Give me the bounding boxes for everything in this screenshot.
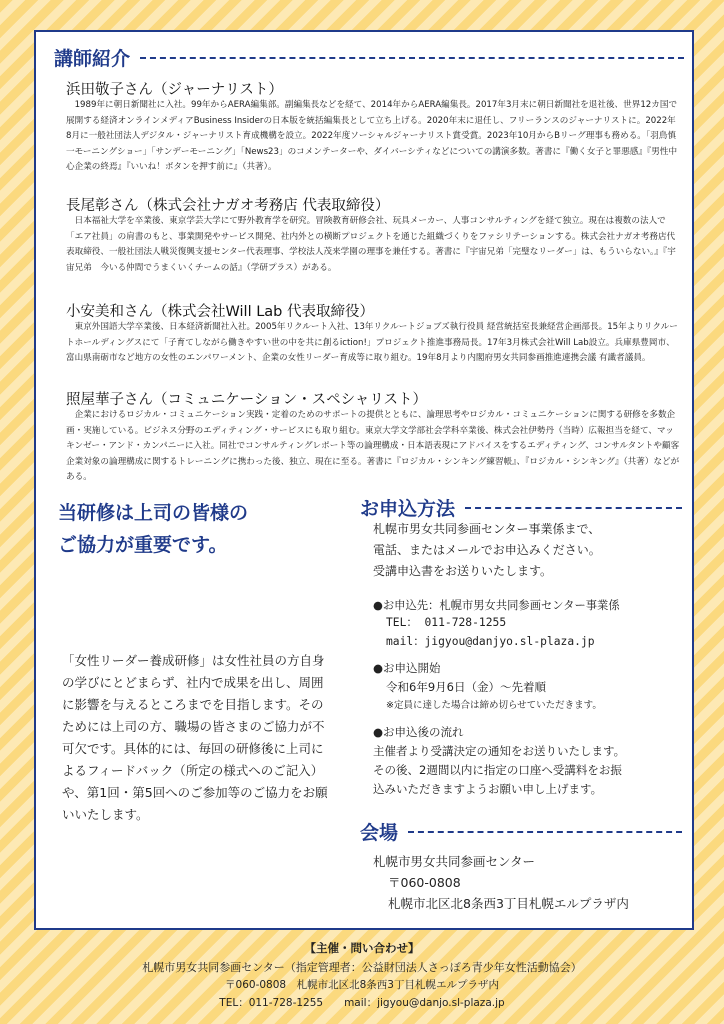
support-title: 当研修は上司の皆様の ご協力が重要です。 xyxy=(58,502,249,556)
lecturer-bio-hamada: 1989年に朝日新聞社に入社。99年からAERA編集部。副編集長などを経て、2014年からAERA編集長。2017年3月末に朝日新聞社を退社後、世界12カ国で展開する経済オンラインメディアBusiness Insiderの日本版を統括編集長として立ち上げる。2020年末に退任し、フリーランスのジャーナリストに。2022年8月に一般社団法人デジタル・ジャーナリスト育成機構を設立。2022年度ソーシャルジャーナリスト賞受賞。2023年10月からBリーグ理事も務める。「羽鳥慎一モーニングショー」「サンデーモーニング」「News23」のコメンテーターや、ダイバーシティなどについての講演多数。著書に『働く女子と罪悪感』『男性中心企業の終焉』『いいね！ボタンを押す前に』（共著）。 xyxy=(66,100,678,172)
lecturers-header xyxy=(54,44,684,71)
lecturer-bio-teruya: 企業におけるロジカル・コミュニケーション実践・定着のためのサポートの提供とともに、論理思考やロジカル・コミュニケーションに関する研修を多数企画・実施している。ビジネス分野のエディティング・サービスにも取り組む。東京大学文学部社会学科卒業後、株式会社伊勢丹（当時）広報担当を経て、マッキンゼー・アンド・カンパニーに入社。同社でコンサルティングレポート等の論理構成・日本語表現にアドバイスをするエディティング、コンサルタントや顧客企業対象の論理構成に関するトレーニングに携わった後、独立、現在に至る。著書に『ロジカル・シンキング練習帳』、『ロジカル・シンキング』（共著）などがある。 xyxy=(66,410,680,482)
lecturer-bio-koyasu: 東京外国語大学卒業後、日本経済新聞社入社。2005年リクルート入社、13年リクルートジョブズ執行役員 経営統括室長兼経営企画部長。15年よりリクルートホールディングスにて「子育てしながら働きやすい世の中を共に創るiction!」プロジェクト推進事務局長。17年3月株式会社Will Lab設立。兵庫県豊岡市、富山県南砺市など地方の女性のエンパワーメント、企業の女性リーダー育成等に取り組む。19年8月より内閣府男女共同参画推進連携会議 有識者議員。 xyxy=(66,322,678,363)
flow-line: 主催者より受講決定の通知をお送りいたします。 xyxy=(373,744,626,758)
start-label: ●お申込開始 xyxy=(373,661,441,675)
lecturers-heading: 講師紹介 xyxy=(54,48,131,70)
lecturer-name-koyasu: 小安美和さん（株式会社Will Lab 代表取締役） xyxy=(66,304,374,320)
flow-label: ●お申込後の流れ xyxy=(373,725,464,739)
contact-tel: TEL： 011-728-1255 xyxy=(386,616,507,629)
lecturer-bio-nagao: 日本福祉大学を卒業後、東京学芸大学にて野外教育学を研究。冒険教育研修会社、玩具メーカー、人事コンサルティングを経て独立。現在は複数の法人で「エア社員」の肩書のもと、事業開発やサービス開発、社内外との横断プロジェクトを通じた組織づくりをファシリテーションする。株式会社ナガオ考務店代表取締役、一般社団法人戦災復興支援センター代表理事、学校法人茂来学園の理事を兼任する。著書に『宇宙兄弟「完璧なリーダー」は、もういらない。』『宇宙兄弟 今いる仲間でうまくいくチームの話』（学研プラス）がある。 xyxy=(66,216,676,273)
footer-title: 【主催・問い合わせ】 xyxy=(304,941,420,955)
application-intro-line: 受講申込書をお送りいたします。 xyxy=(373,564,553,578)
venue-header xyxy=(360,818,682,845)
venue-address: 札幌市北区北8条西3丁目札幌エルプラザ内 xyxy=(388,896,629,911)
application-heading: お申込方法 xyxy=(360,498,456,520)
application-intro-line: 札幌市男女共同参画センター事業係まで、 xyxy=(373,522,601,536)
application-intro-line: 電話、またはメールでお申込みください。 xyxy=(373,543,601,557)
dashed-divider xyxy=(465,507,682,509)
dashed-divider xyxy=(408,831,682,833)
lecturer-name-nagao: 長尾彰さん（株式会社ナガオ考務店 代表取締役） xyxy=(66,198,390,214)
contact-label: ●お申込先：札幌市男女共同参画センター事業係 xyxy=(373,599,620,612)
start-note: ※定員に達した場合は締め切らせていただきます。 xyxy=(386,700,602,711)
application-header xyxy=(360,494,682,521)
venue-name: 札幌市男女共同参画センター xyxy=(373,854,536,869)
support-body: 「女性リーダー養成研修」は女性社員の方自身の学びにとどまらず、社内で成果を出し、周囲に影響を与えるところまでを目指します。そのためには上司の方、職場の皆さまのご協力が不可欠です。具体的には、毎回の研修後に上司によるフィードバック（所定の様式へのご記入）や、第1回・第5回へのご参加等のご協力をお願いいたします。 xyxy=(62,653,328,822)
venue-heading: 会場 xyxy=(360,822,399,844)
flow-line: その後、2週間以内に指定の口座へ受講料をお振 xyxy=(373,763,622,777)
footer-address: 〒060-0808 札幌市北区北8条西3丁目札幌エルプラザ内 xyxy=(225,979,499,991)
contact-mail[interactable]: mail：jigyou@danjyo.sl-plaza.jp xyxy=(386,635,595,648)
flow-line: 込みいただきますようお願い申し上げます。 xyxy=(373,782,603,796)
start-date: 令和6年9月6日（金）～先着順 xyxy=(386,680,546,694)
lecturer-name-hamada: 浜田敬子さん（ジャーナリスト） xyxy=(66,82,283,98)
footer-contact: TEL：011-728-1255 mail：jigyou@danjo.sl-plaza.jp xyxy=(219,997,505,1009)
footer-org: 札幌市男女共同参画センター（指定管理者：公益財団法人さっぽろ青少年女性活動協会） xyxy=(142,961,582,974)
venue-postal: 〒060-0808 xyxy=(388,875,461,890)
lecturer-name-teruya: 照屋華子さん（コミュニケーション・スペシャリスト） xyxy=(66,392,428,408)
dashed-divider xyxy=(140,57,684,59)
